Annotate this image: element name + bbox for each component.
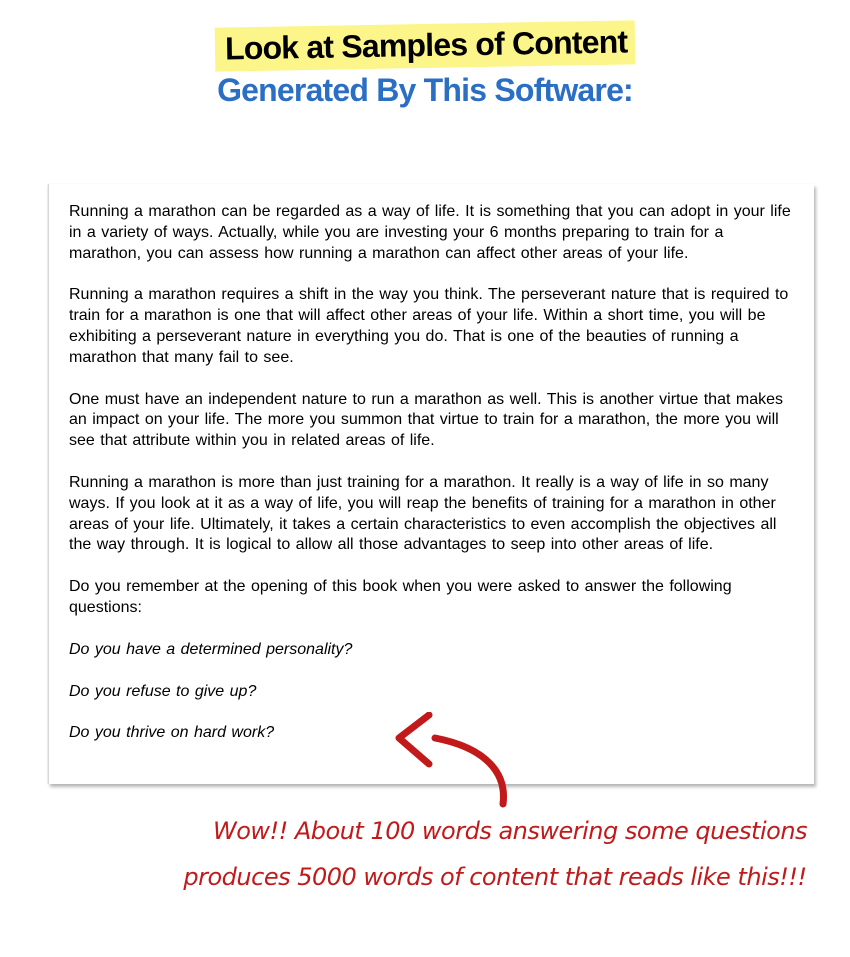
sample-paragraph: Running a marathon requires a shift in the way you think. The perseverant nature that is required to train for a marathon is one that will affect other areas of your life. Within a short time, you will be exhibiting a perseverant nature in everything you do. That is one of the beauties of running a marathon that many fail to see. [69,286,789,366]
headline-subtitle: Generated By This Software: [217,72,633,108]
sample-question: Do you thrive on hard work? [69,724,275,742]
content-sample-text [69,202,799,765]
content-sample-box [48,184,814,784]
headline-highlighted: Look at Samples of Content [214,20,635,71]
sample-paragraph: One must have an independent nature to run a marathon as well. This is another virtue that makes an impact on your life. The more you summon that virtue to train for a marathon, the more you will see that attribute within you in related areas of life. [69,390,783,450]
sample-question: Do you have a determined personality? [69,640,353,658]
curved-arrow-icon [395,712,525,812]
caption [150,808,840,900]
caption-line-1: Wow!! About 100 words answering some questions [212,817,808,845]
caption-line-2: produces 5000 words of content that reads like this!!! [183,863,807,891]
headline [0,24,850,110]
sample-question: Do you refuse to give up? [69,682,257,700]
sample-paragraph: Do you remember at the opening of this book when you were asked to answer the following questions: [69,578,732,616]
sample-paragraph: Running a marathon can be regarded as a way of life. It is something that you can adopt in your life in a variety of ways. Actually, while you are investing your 6 months preparing to train for a marathon, you can assess how running a marathon can affect other areas of your life. [69,203,791,262]
sample-paragraph: Running a marathon is more than just training for a marathon. It really is a way of life in so many ways. If you look at it as a way of life, you will reap the benefits of training for a marathon in other areas of your life. Ultimately, it takes a certain characteristics to even accomplish the objectives all the way through. It is logical to allow all those advantages to seep into other areas of life. [69,473,777,554]
